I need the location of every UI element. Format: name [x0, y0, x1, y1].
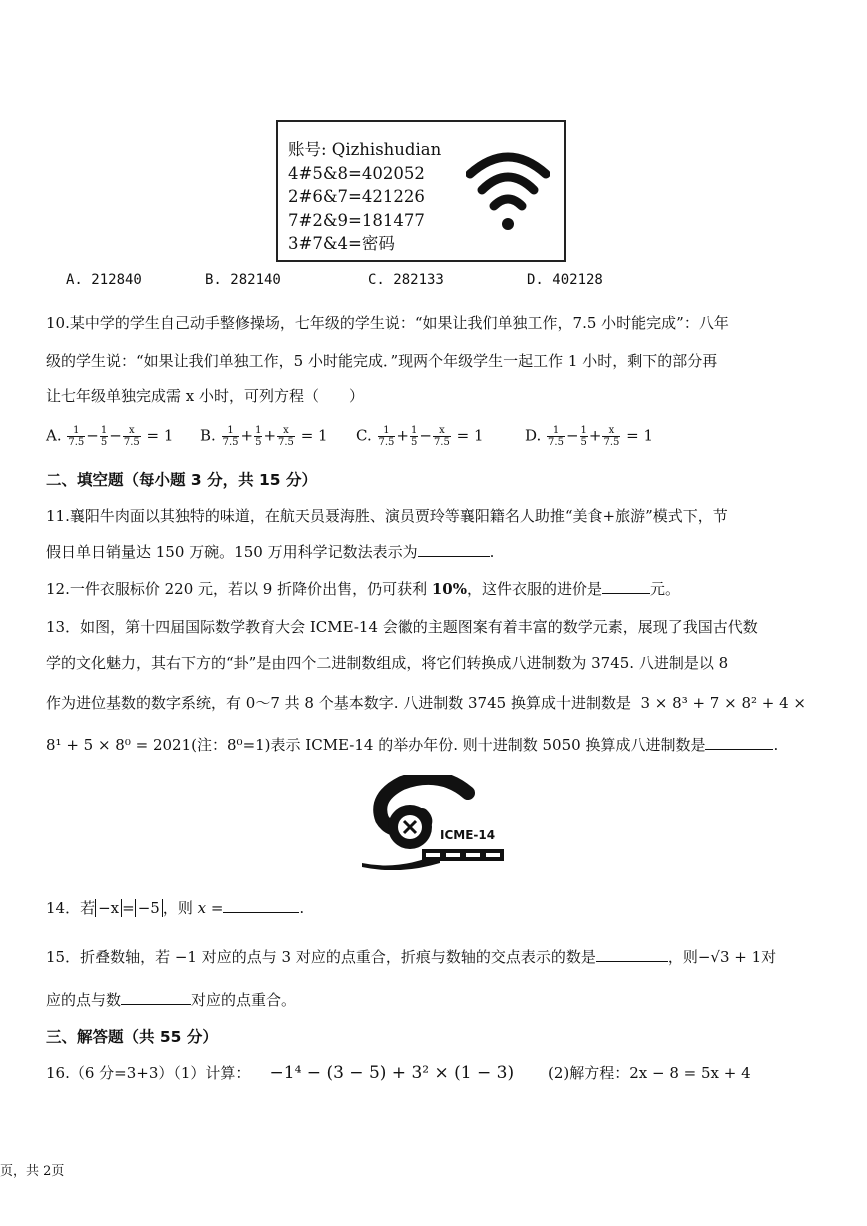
q16-line: 16.（6 分=3+3）（1）计算： −1⁴ − (3 − 5) + 3² × (1 − 3) — [46, 1063, 515, 1083]
puzzle-line: 账号: Qizhishudian — [288, 140, 442, 159]
puzzle-lines — [288, 138, 441, 256]
puzzle-line: 7#2&9=181477 — [288, 210, 425, 230]
option-rest: = 1 — [456, 426, 484, 445]
option-label: C. — [356, 426, 372, 445]
puzzle-line: 3#7&4=密码 — [288, 234, 395, 253]
q15-line-2: 应的点与数 对应的点重合。 — [46, 991, 297, 1009]
puzzle-line: 4#5&8=402052 — [288, 163, 425, 183]
q13-line-3: 作为进位基数的数字系统，有 0～7 共 8 个基本数字. 八进制数 3745 换算成十进制数是 3 × 8³ + 7 × 8² + 4 × — [46, 694, 806, 712]
option-rest: = 1 — [626, 426, 654, 445]
puzzle-line: 2#6&7=421226 — [288, 187, 425, 206]
icme-logo-graphic — [360, 775, 510, 870]
q11-line-1: 11.襄阳牛肉面以其独特的味道，在航天员聂海胜、演员贾玲等襄阳籍名人助推“美食+旅游”模式下，节 — [46, 507, 728, 525]
q9-option-a: A. 212840 — [66, 272, 142, 288]
q10-option-c: C. $\frac{1}{7.5}$ + $\frac{1}{5}$ − $\frac{x}{7.5}$ = 1 — [356, 425, 484, 448]
q11-line-2: 假日单日销量达 150 万碗。150 万用科学记数法表示为 . — [46, 543, 495, 561]
q16-part-2: (2)解方程：2x − 8 = 5x + 4 — [548, 1064, 751, 1082]
wifi-icon — [466, 148, 550, 232]
q13-line-4: 8¹ + 5 × 8⁰ = 2021(注：8⁰=1)表示 ICME-14 的举办年份. 则十进制数 5050 换算成八进制数是 . — [46, 736, 779, 754]
q9-option-c: C. 282133 — [368, 272, 444, 288]
answer-blank[interactable] — [705, 735, 773, 750]
password-puzzle-box — [276, 120, 566, 262]
q12-line: 12.一件衣服标价 220 元，若以 9 折降价出售，仍可获利 10%，这件衣服的进价是 元。 — [46, 580, 681, 598]
q14-line: 14．若 −x = −5 ，则 x = . — [46, 899, 305, 917]
q10-line-3: 让七年级单独完成需 x 小时，可列方程（ ） — [46, 387, 364, 405]
icme-logo-icon — [360, 775, 510, 874]
q10-line-2: 级的学生说：“如果让我们单独工作，5 小时能完成．”现两个年级学生一起工作 1 小时，剩下的部分再 — [46, 352, 718, 370]
option-label: D. — [525, 426, 542, 445]
option-label: B. — [200, 426, 216, 445]
q10-option-d: D. $\frac{1}{7.5}$ − $\frac{1}{5}$ + $\frac{x}{7.5}$ = 1 — [525, 425, 654, 448]
answer-blank[interactable] — [223, 898, 299, 913]
q13-line-1: 13．如图，第十四届国际数学教育大会 ICME-14 会徽的主题图案有着丰富的数学元素，展现了我国古代数 — [46, 618, 758, 636]
q10-line-1: 10.某中学的学生自己动手整修操场，七年级的学生说：“如果让我们单独工作，7.5 小时能完成”：八年 — [46, 314, 729, 332]
q15-line-1: 15．折叠数轴，若 −1 对应的点与 3 对应的点重合，折痕与数轴的交点表示的数是 ，则−√3 + 1对 — [46, 948, 777, 966]
option-label: A. — [46, 426, 62, 445]
q10-option-a: A. $\frac{1}{7.5}$ − $\frac{1}{5}$ − $\frac{x}{7.5}$ = 1 — [46, 425, 174, 448]
logo-text: ICME-14 — [440, 828, 496, 842]
page-footer: 页，共 2页 — [0, 1164, 65, 1179]
section-3-heading: 三、解答题（共 55 分） — [46, 1028, 218, 1046]
q13-line-2: 学的文化魅力，其右下方的“卦”是由四个二进制数组成，将它们转换成八进制数为 3745. 八进制是以 8 — [46, 654, 729, 672]
answer-blank[interactable] — [121, 990, 191, 1005]
q9-option-d: D. 402128 — [527, 272, 603, 288]
option-rest: = 1 — [300, 426, 328, 445]
section-2-heading: 二、填空题（每小题 3 分，共 15 分） — [46, 471, 317, 489]
q9-option-b: B. 282140 — [205, 272, 281, 288]
answer-blank[interactable] — [596, 947, 668, 962]
answer-blank[interactable] — [418, 542, 490, 557]
answer-blank[interactable] — [602, 579, 650, 594]
option-rest: = 1 — [146, 426, 174, 445]
q10-option-b: B. $\frac{1}{7.5}$ + $\frac{1}{5}$ + $\frac{x}{7.5}$ = 1 — [200, 425, 328, 448]
